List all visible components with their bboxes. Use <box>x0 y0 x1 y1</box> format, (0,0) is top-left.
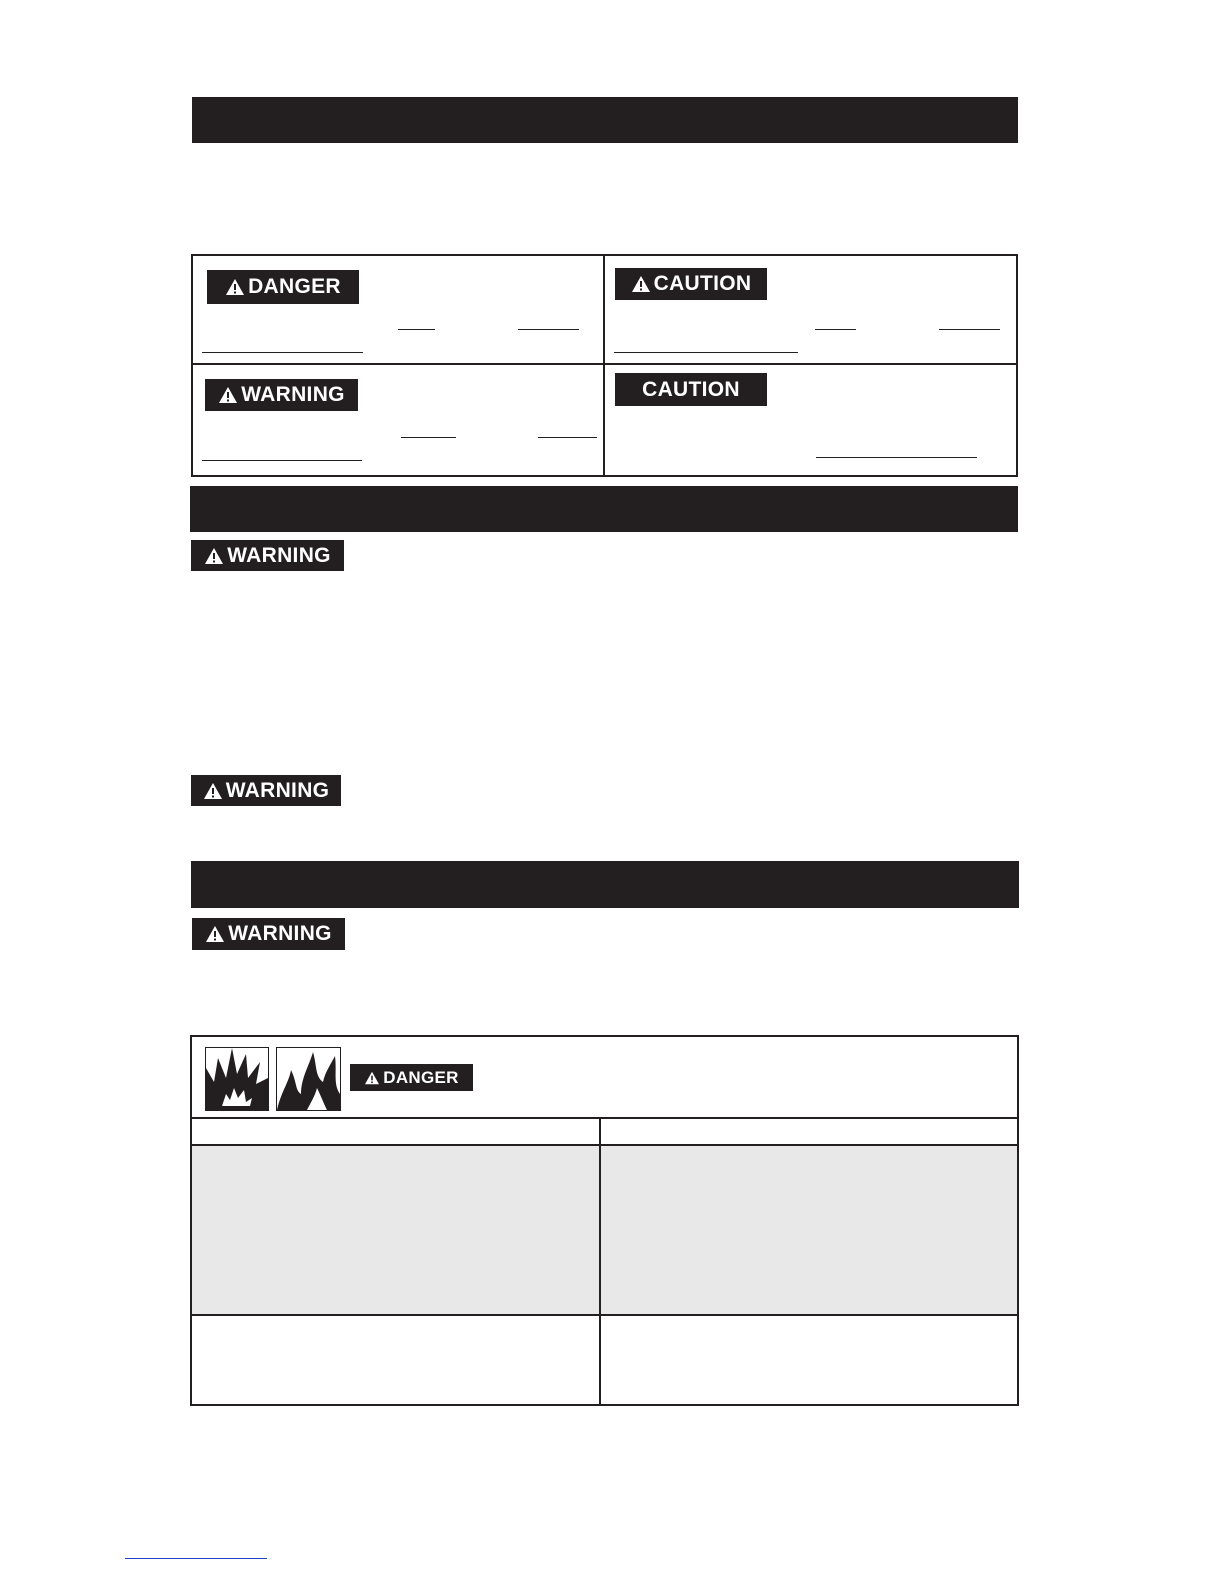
footer-link-underline[interactable] <box>125 1558 267 1559</box>
caution-underline-2 <box>939 329 1000 330</box>
alert-triangle-icon <box>205 925 225 943</box>
section-header-bar-2 <box>190 486 1018 532</box>
danger-label: DANGER <box>248 275 341 298</box>
caution-plain-underline <box>816 457 977 458</box>
hazard-table-row-divider-1 <box>190 1144 1019 1146</box>
caution-badge <box>615 373 767 406</box>
caution-alert-badge <box>615 268 767 300</box>
caution-underline-1 <box>815 329 856 330</box>
alert-triangle-icon <box>225 278 245 296</box>
warning-underline-1 <box>401 437 456 438</box>
danger-badge <box>207 270 359 304</box>
fire-icon <box>276 1047 341 1111</box>
caution-alert-label: CAUTION <box>653 272 752 295</box>
warning-underline-2 <box>538 437 597 438</box>
danger-underline-3 <box>202 352 363 353</box>
signal-word-table-vdivider <box>603 254 605 477</box>
section-header-bar-1 <box>192 97 1018 143</box>
alert-triangle-icon <box>203 782 223 800</box>
section-header-bar-3 <box>191 861 1019 908</box>
explosion-icon <box>205 1047 269 1111</box>
warning-label-3: WARNING <box>228 922 332 945</box>
warning-label-2: WARNING <box>225 778 330 802</box>
danger-underline-2 <box>518 329 579 330</box>
warning-label-1: WARNING <box>227 543 331 567</box>
warning-label-definition: WARNING <box>241 383 345 406</box>
caution-underline-3 <box>614 352 798 353</box>
warning-badge-2 <box>191 775 341 806</box>
hazard-table-column-divider <box>599 1117 601 1406</box>
alert-triangle-icon <box>218 386 238 404</box>
alert-triangle-icon <box>364 1071 380 1085</box>
danger-underline-1 <box>398 329 435 330</box>
warning-badge-definition <box>205 379 358 411</box>
danger-label-table: DANGER <box>383 1067 459 1087</box>
warning-badge-3 <box>192 918 345 950</box>
alert-triangle-icon <box>204 547 224 565</box>
hazard-table-header-divider <box>190 1117 1019 1119</box>
alert-triangle-icon <box>631 275 651 293</box>
warning-badge-1 <box>191 540 344 571</box>
warning-underline-3 <box>202 460 362 461</box>
danger-badge-table <box>350 1064 473 1091</box>
hazard-table-row-divider-2 <box>190 1314 1019 1316</box>
signal-word-table-hdivider <box>191 363 1018 365</box>
caution-label: CAUTION <box>642 377 740 401</box>
